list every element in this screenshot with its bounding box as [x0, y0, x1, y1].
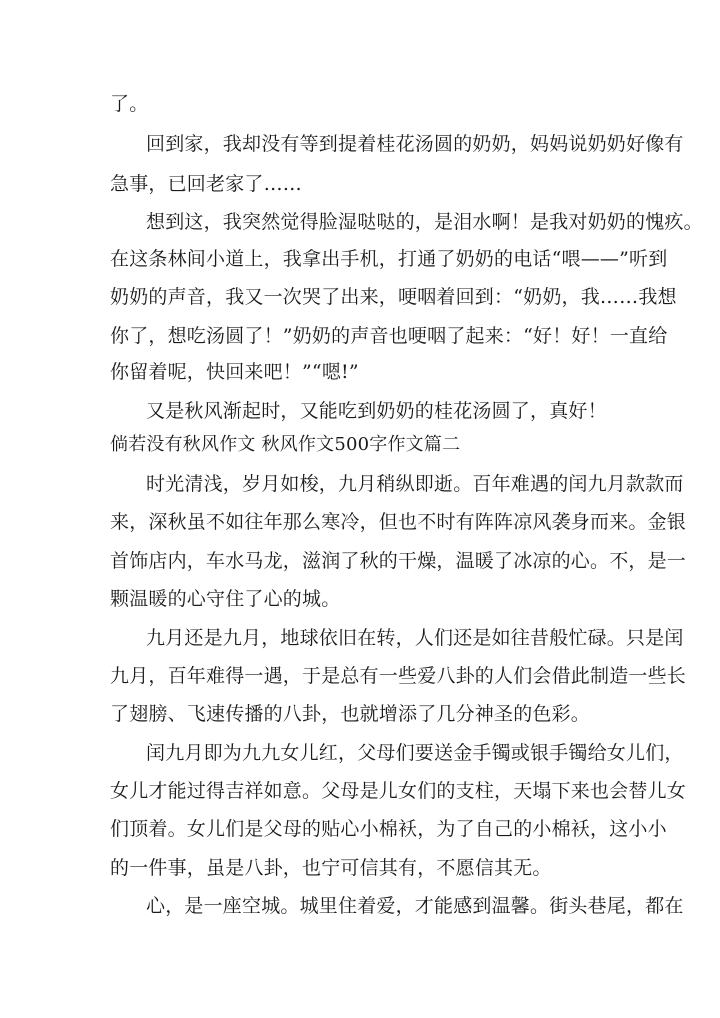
paragraph-first-line: 九月还是九月，地球依旧在转，人们还是如往昔般忙碌。只是闰 [146, 627, 684, 649]
section-heading: 倘若没有秋风作文 秋风作文500字作文篇二 [110, 434, 461, 455]
text-line: 颗温暖的心守住了心的城。 [110, 588, 341, 610]
paragraph-first-line: 回到家，我却没有等到提着桂花汤圆的奶奶，妈妈说奶奶好像有 [146, 133, 684, 155]
text-line: 你留着呢，快回来吧！”“嗯!” [110, 361, 359, 383]
paragraph-first-line: 时光清浅，岁月如梭，九月稍纵即逝。百年难遇的闰九月款款而 [146, 473, 684, 495]
text-line: 了翅膀、飞速传播的八卦，也就增添了几分神圣的色彩。 [110, 703, 591, 725]
paragraph-first-line: 心，是一座空城。城里住着爱，才能感到温馨。街头巷尾，都在 [146, 895, 684, 917]
text-line: 在这条林间小道上，我拿出手机，打通了奶奶的电话“喂——”听到 [110, 248, 668, 270]
text-line: 奶奶的声音，我又一次哭了出来，哽咽着回到：“奶奶，我……我想 [110, 286, 677, 308]
text-line: 的一件事，虽是八卦，也宁可信其有，不愿信其无。 [110, 857, 552, 879]
text-line: 你了，想吃汤圆了！”奶奶的声音也哽咽了起来：“好！好！一直给 [110, 325, 668, 347]
text-line: 女儿才能过得吉祥如意。父母是儿女们的支柱，天塌下来也会替儿女 [110, 780, 687, 802]
text-line: 们顶着。女儿们是父母的贴心小棉袄，为了自己的小棉袄，这小小 [110, 818, 667, 840]
text-line: 急事，已回老家了…… [110, 173, 303, 195]
paragraph-first-line: 闰九月即为九九女儿红，父母们要送金手镯或银手镯给女儿们， [146, 742, 684, 764]
text-line: 来，深秋虽不如往年那么寒冷，但也不时有阵阵凉风袭身而来。金银 [110, 511, 687, 533]
text-line: 九月，百年难得一遇，于是总有一些爱八卦的人们会借此制造一些长 [110, 665, 687, 687]
text-line: 首饰店内，车水马龙，滋润了秋的干燥，温暖了冰凉的心。不，是一 [110, 550, 687, 572]
paragraph-first-line: 又是秋风渐起时，又能吃到奶奶的桂花汤圆了，真好！ [146, 400, 607, 422]
text-line: 了。 [110, 93, 149, 115]
paragraph-first-line: 想到这，我突然觉得脸湿哒哒的，是泪水啊！是我对奶奶的愧疚。 [146, 211, 703, 233]
